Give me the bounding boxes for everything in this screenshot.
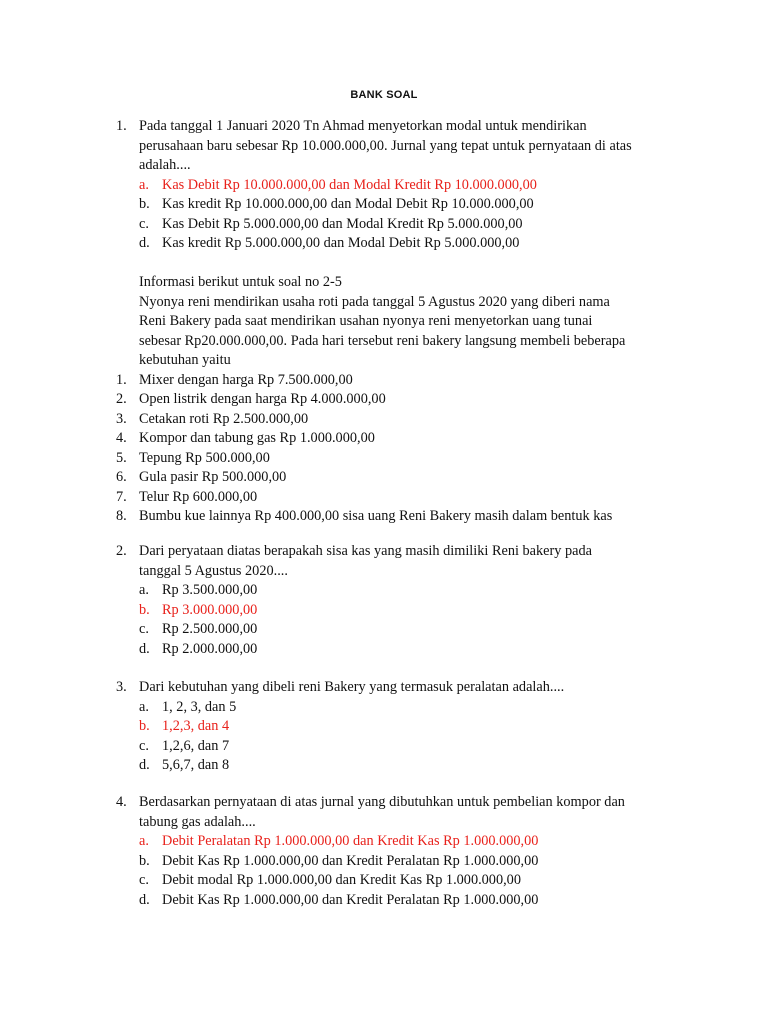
option-letter: d. bbox=[139, 640, 150, 657]
option-text: Debit Peralatan Rp 1.000.000,00 dan Kredit Kas Rp 1.000.000,00 bbox=[162, 833, 539, 849]
info-line: kebutuhan yaitu bbox=[139, 352, 231, 368]
answer-option-b bbox=[139, 601, 696, 621]
list-item-text: Open listrik dengan harga Rp 4.000.000,00 bbox=[139, 391, 386, 407]
list-item bbox=[116, 371, 699, 391]
document-title: BANK SOAL bbox=[350, 89, 418, 101]
answer-options bbox=[139, 698, 696, 776]
option-text: Rp 3.500.000,00 bbox=[162, 582, 258, 598]
option-text: 1, 2, 3, dan 5 bbox=[162, 698, 237, 715]
answer-option-c bbox=[139, 871, 696, 891]
list-item-text: Gula pasir Rp 500.000,00 bbox=[139, 469, 287, 485]
question-2 bbox=[116, 542, 696, 659]
list-item-text: Cetakan roti Rp 2.500.000,00 bbox=[139, 410, 309, 427]
option-letter: a. bbox=[139, 176, 149, 193]
option-letter: d. bbox=[139, 235, 150, 251]
list-item-number: 1. bbox=[116, 371, 127, 388]
question-line: tanggal 5 Agustus 2020.... bbox=[139, 562, 288, 579]
option-letter: a. bbox=[139, 833, 149, 849]
answer-option-c bbox=[139, 215, 696, 235]
question-3 bbox=[116, 678, 696, 776]
option-text: Debit modal Rp 1.000.000,00 dan Kredit Kas Rp 1.000.000,00 bbox=[162, 872, 521, 888]
answer-options bbox=[139, 581, 696, 659]
question-line: Pada tanggal 1 Januari 2020 Tn Ahmad menyetorkan modal untuk mendirikan bbox=[139, 118, 587, 134]
question-text bbox=[139, 117, 632, 176]
question-4 bbox=[116, 793, 696, 910]
question-number: 4. bbox=[116, 794, 127, 810]
answer-option-a bbox=[139, 698, 696, 718]
list-item bbox=[116, 468, 699, 488]
option-text: Kas Debit Rp 10.000.000,00 dan Modal Kredit Rp 10.000.000,00 bbox=[162, 176, 537, 193]
option-letter: d. bbox=[139, 891, 150, 908]
list-item-text: Tepung Rp 500.000,00 bbox=[139, 449, 270, 466]
question-number: 3. bbox=[116, 679, 127, 695]
info-block bbox=[116, 273, 699, 527]
list-item-number: 6. bbox=[116, 469, 127, 485]
question-line: adalah.... bbox=[139, 157, 191, 173]
list-item bbox=[116, 488, 699, 508]
question-line: perusahaan baru sebesar Rp 10.000.000,00. Jurnal yang tepat untuk pernyataan di atas bbox=[139, 137, 632, 154]
list-item-number: 3. bbox=[116, 410, 127, 427]
question-line: Dari peryataan diatas berapakah sisa kas yang masih dimiliki Reni bakery pada bbox=[139, 543, 592, 559]
question-line: Dari kebutuhan yang dibeli reni Bakery yang termasuk peralatan adalah.... bbox=[139, 679, 565, 695]
list-item-number: 4. bbox=[116, 430, 127, 446]
option-text: Debit Kas Rp 1.000.000,00 dan Kredit Peralatan Rp 1.000.000,00 bbox=[162, 891, 539, 908]
list-item bbox=[116, 449, 699, 469]
info-line: sebesar Rp20.000.000,00. Pada hari tersebut reni bakery langsung membeli beberapa bbox=[139, 332, 626, 349]
option-letter: b. bbox=[139, 601, 150, 618]
list-item-number: 8. bbox=[116, 508, 127, 524]
option-letter: c. bbox=[139, 872, 149, 888]
answer-option-b bbox=[139, 195, 696, 215]
list-item bbox=[116, 429, 699, 449]
option-letter: a. bbox=[139, 698, 149, 715]
option-text: Rp 3.000.000,00 bbox=[162, 601, 258, 618]
answer-option-b bbox=[139, 717, 696, 737]
option-letter: c. bbox=[139, 215, 149, 232]
needs-list bbox=[116, 371, 699, 527]
list-item-number: 7. bbox=[116, 488, 127, 505]
option-text: 5,6,7, dan 8 bbox=[162, 757, 230, 773]
question-number: 1. bbox=[116, 118, 127, 134]
list-item bbox=[116, 507, 699, 527]
option-text: Rp 2.000.000,00 bbox=[162, 640, 258, 657]
info-line: Reni Bakery pada saat mendirikan usahan nyonya reni menyetorkan uang tunai bbox=[139, 313, 593, 329]
question-text bbox=[139, 678, 564, 698]
question-text bbox=[139, 542, 592, 581]
option-text: Kas kredit Rp 5.000.000,00 dan Modal Debit Rp 5.000.000,00 bbox=[162, 235, 520, 251]
question-line: Berdasarkan pernyataan di atas jurnal yang dibutuhkan untuk pembelian kompor dan bbox=[139, 794, 625, 810]
option-text: Debit Kas Rp 1.000.000,00 dan Kredit Peralatan Rp 1.000.000,00 bbox=[162, 852, 539, 869]
answer-option-d bbox=[139, 640, 696, 660]
question-number: 2. bbox=[116, 543, 127, 559]
option-letter: b. bbox=[139, 718, 150, 734]
option-letter: c. bbox=[139, 621, 149, 637]
option-letter: b. bbox=[139, 852, 150, 869]
option-text: 1,2,6, dan 7 bbox=[162, 737, 230, 754]
info-heading: Informasi berikut untuk soal no 2-5 bbox=[139, 274, 342, 290]
answer-option-c bbox=[139, 620, 696, 640]
answer-option-a bbox=[139, 176, 696, 196]
answer-option-a bbox=[139, 832, 696, 852]
option-letter: b. bbox=[139, 196, 150, 212]
list-item-text: Mixer dengan harga Rp 7.500.000,00 bbox=[139, 371, 353, 388]
question-text bbox=[139, 793, 625, 832]
list-item-text: Kompor dan tabung gas Rp 1.000.000,00 bbox=[139, 430, 375, 446]
question-line: tabung gas adalah.... bbox=[139, 813, 256, 830]
list-item-number: 2. bbox=[116, 391, 127, 407]
list-item-text: Bumbu kue lainnya Rp 400.000,00 sisa uang Reni Bakery masih dalam bentuk kas bbox=[139, 508, 613, 524]
answer-option-d bbox=[139, 891, 696, 911]
option-letter: a. bbox=[139, 582, 149, 598]
answer-options bbox=[139, 832, 696, 910]
option-text: Kas kredit Rp 10.000.000,00 dan Modal Debit Rp 10.000.000,00 bbox=[162, 196, 534, 212]
answer-options bbox=[139, 176, 696, 254]
answer-option-a bbox=[139, 581, 696, 601]
option-text: 1,2,3, dan 4 bbox=[162, 718, 230, 734]
answer-option-c bbox=[139, 737, 696, 757]
answer-option-d bbox=[139, 756, 696, 776]
option-letter: d. bbox=[139, 757, 150, 773]
answer-option-b bbox=[139, 852, 696, 872]
option-letter: c. bbox=[139, 737, 149, 754]
info-line: Nyonya reni mendirikan usaha roti pada tanggal 5 Agustus 2020 yang diberi nama bbox=[139, 293, 610, 310]
list-item-number: 5. bbox=[116, 449, 127, 466]
list-item bbox=[116, 390, 699, 410]
list-item-text: Telur Rp 600.000,00 bbox=[139, 488, 258, 505]
option-text: Rp 2.500.000,00 bbox=[162, 621, 258, 637]
question-1 bbox=[116, 117, 696, 254]
answer-option-d bbox=[139, 234, 696, 254]
list-item bbox=[116, 410, 699, 430]
option-text: Kas Debit Rp 5.000.000,00 dan Modal Kredit Rp 5.000.000,00 bbox=[162, 215, 523, 232]
